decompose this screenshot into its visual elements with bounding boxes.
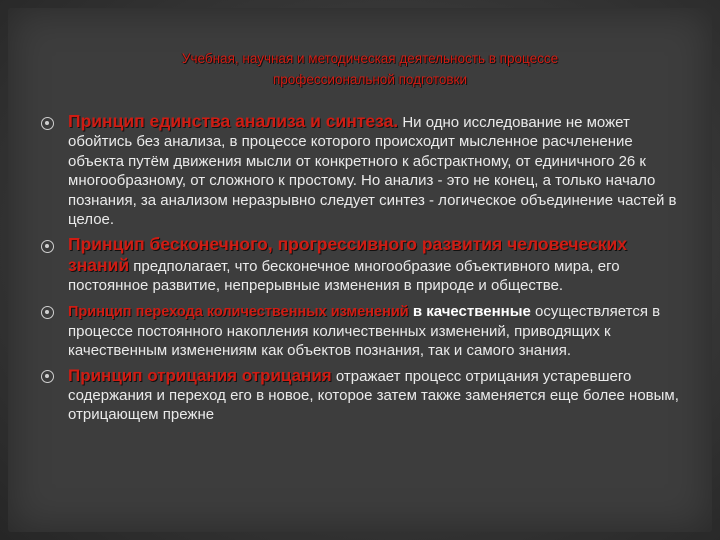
circle-dot-icon	[41, 306, 54, 319]
bullet-heading: Принцип бесконечного, прогрессивного развития человеческих знаний	[68, 234, 628, 275]
bullet-text: отражает процесс отрицания устаревшего содержания и переход его в новое, которое затем также заменяется еще более новым, отрицающем прежне	[68, 367, 679, 423]
bullet-text: Ни одно исследование не может обойтись без анализа, в процессе которого происходит мысленное расчленение объекта путём движения мысли от конкретного к абстрактному, от единичного 26 к многообразному, от сложного к простому. Но анализ - это не конец, а только начало познания, за анализом неразрывно следует синтез - логическое объединение частей в целое.	[68, 114, 677, 229]
slide-title-line-1: Учебная, научная и методическая деятельность в процессе	[181, 51, 559, 66]
bullet-item-analysis-synthesis	[38, 112, 688, 229]
bullet-heading: Принцип отрицания отрицания	[68, 365, 332, 385]
circle-dot-icon	[41, 370, 54, 383]
bullet-item-quantitative-qualitative	[38, 302, 688, 360]
bullet-heading: Принцип перехода количественных изменений	[68, 303, 409, 320]
bullet-text: предполагает, что бесконечное многообразие объективного мира, его постоянное развитие, непрерывные изменения в природе и обществе.	[68, 257, 620, 295]
circle-dot-icon	[41, 240, 54, 253]
bullet-item-negation-of-negation	[38, 366, 688, 424]
bullet-text: осуществляется в процессе постоянного накопления количественных изменений, приводящих к качественным изменениям как объектов познания, так и самого знания.	[68, 302, 661, 359]
circle-dot-icon	[41, 117, 54, 130]
bullet-list	[38, 112, 688, 424]
bullet-heading: Принцип единства анализа и синтеза.	[68, 111, 399, 131]
bullet-item-progressive-development	[38, 235, 688, 295]
slide-title	[100, 48, 640, 90]
bullet-bold-text: в качественные	[408, 302, 531, 320]
slide-title-line-2: профессиональной подготовки	[272, 72, 468, 87]
